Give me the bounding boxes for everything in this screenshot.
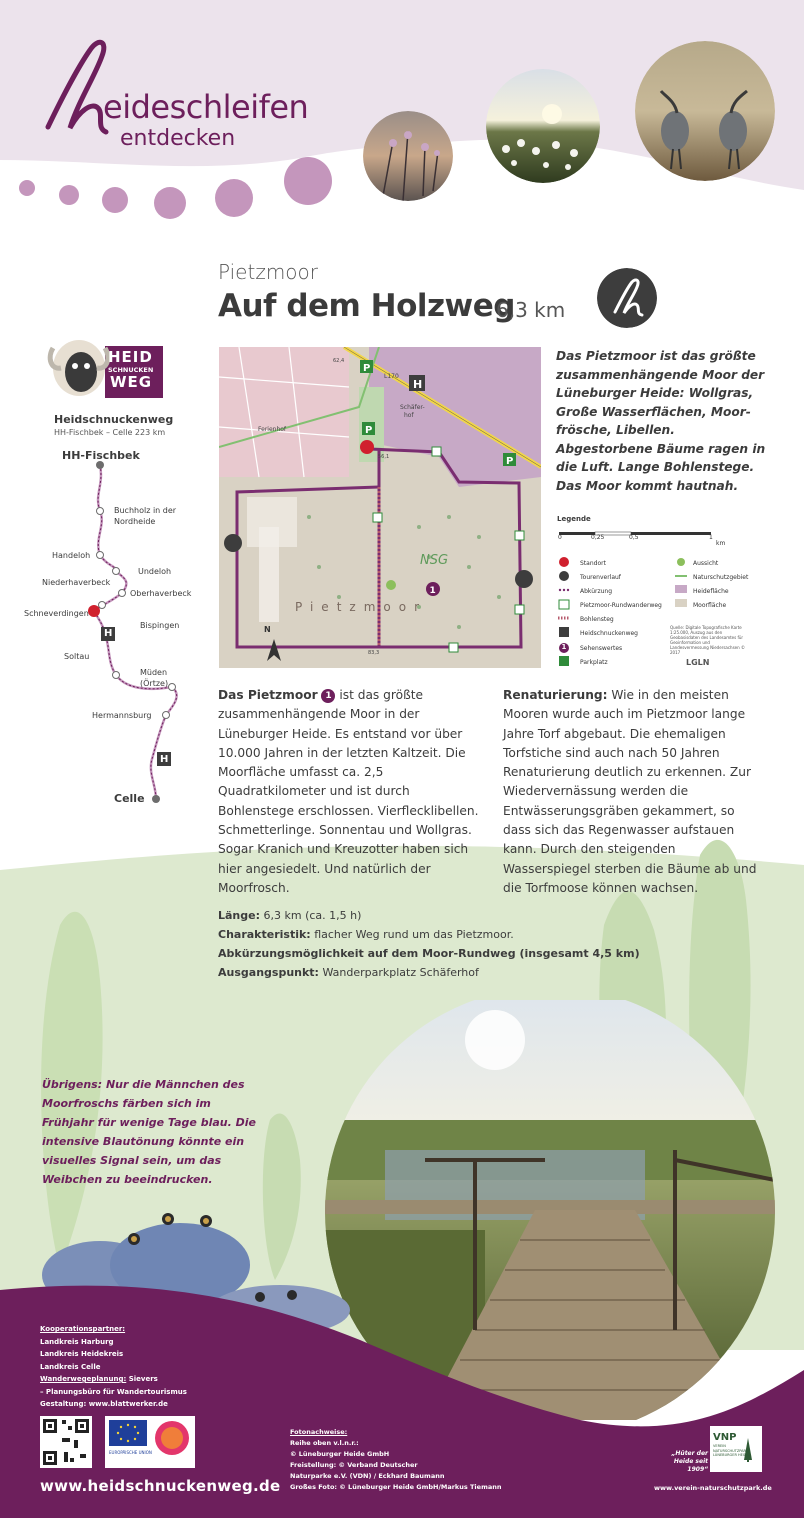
eu-logo [105, 1416, 195, 1468]
legend-scale: 0,5 [629, 534, 639, 541]
svg-text:P: P [363, 363, 371, 374]
legend-scale: km [716, 540, 726, 547]
vnp-motto: „Hüter der Heide seit 1909“ [671, 1450, 708, 1473]
svg-text:H: H [413, 378, 423, 391]
legend-item: Pietzmoor-Rundwanderweg [580, 602, 662, 609]
website-link[interactable]: www.heidschnuckenweg.de [40, 1477, 281, 1495]
legend-item: Abkürzung [580, 588, 613, 595]
legend-scale: 0,25 [591, 534, 605, 541]
vnp-label: VNP [713, 1432, 737, 1443]
partner: Landkreis Celle [40, 1362, 101, 1371]
hsw-stop: Soltau [64, 652, 90, 661]
partners-heading: Kooperationspartner: [40, 1325, 126, 1333]
map-label: Pietzmoor [295, 600, 427, 614]
photo-cranes [635, 41, 775, 181]
map-label: NSG [420, 553, 449, 568]
legend-scale: 0 [558, 534, 562, 541]
vnp-sub: VEREIN NATURSCHUTZPARK LÜNEBURGER HEIDE [713, 1444, 749, 1457]
hsw-stop-h2: H [160, 754, 169, 765]
legend-item: Bohlensteg [580, 616, 614, 623]
hsw-stop: Müden [140, 668, 168, 677]
intro-text: Das Pietzmoor ist das größte zusammenhängende Moor der Lüneburger Heide: Wollgras, Große Wasserflächen, Moorfrösche, Libellen. Abgestorbene Bäume ragen in die Luft. Lange Bohlenstege. Das Moor kommt hautnah. [556, 349, 766, 493]
fact-row: Charakteristik: flacher Weg rund um das Pietzmoor. [218, 928, 514, 941]
svg-text:1: 1 [429, 586, 436, 596]
map-label: 62,4 [333, 358, 345, 364]
hsw-logo-text-3: WEG [110, 373, 153, 391]
map-label: hof [404, 412, 414, 419]
map-north: N [264, 625, 271, 634]
legend-item: Parkplatz [580, 659, 608, 666]
legend-number: 1 [561, 643, 567, 651]
map-label: 83,3 [368, 650, 380, 656]
hsw-stop: Oberhaverbeck [130, 589, 192, 598]
hsw-stop-h1: H [104, 628, 113, 639]
hsw-stop: Buchholz in der [114, 506, 177, 515]
partners-block [40, 1323, 187, 1411]
hsw-logo-text-2: SCHNUCKEN [108, 366, 154, 374]
planning-line2: – Planungsbüro für Wandertourismus [40, 1387, 187, 1396]
body-right-lead: Renaturierung: [503, 688, 608, 702]
fact-row: Länge: 6,3 km (ca. 1,5 h) [218, 909, 362, 922]
hsw-stop: Handeloh [52, 551, 91, 560]
photo-heather-flowers [363, 111, 453, 201]
legend-item: Aussicht [693, 560, 719, 567]
route-distance: 6,3 km [496, 298, 566, 322]
legend-item: Sehenswertes [580, 645, 623, 652]
lgln-logo: LGLN [686, 658, 710, 667]
legend-item: Naturschutzgebiet [693, 574, 749, 581]
hsw-stop: Schneverdingen [24, 609, 89, 618]
body-right-text: Wie in den meisten Mooren wurde auch im Pietzmoor lange Jahre Torf abgebaut. Die ehemaligen Torfstiche sind auch nach 50 Jahren Renaturierung deutlich zu erkennen. Zur Wiedervernässung werden die Entwässerungsgräben gekammert, so dass sich das Regenwasser aufstauen kann. Durch den steigenden Wasserspiegel sterben die Bäume ab und die Torfmoose können wachsen. [503, 688, 757, 895]
legend-item: Heidschnuckenweg [580, 630, 638, 637]
legend-item: Heidefläche [693, 588, 729, 595]
map-label: 56,1 [378, 454, 390, 460]
partner: Landkreis Heidekreis [40, 1350, 124, 1358]
map-label: Ferienhof [258, 426, 287, 433]
photo-credits: Fotonachweise: Reihe oben v.l.n.r.: © Lüneburger Heide GmbH Freistellung: © Verband Deutscher Naturparke e.V. (VDN) / Eckhard Baumann Großes Foto: © Lüneburger Heide GmbH/Markus Tiemann [290, 1428, 502, 1491]
legend-item: Tourenverlauf [580, 574, 621, 581]
body-right-column [503, 686, 765, 898]
svg-text:P: P [506, 456, 514, 467]
legend-item: Moorfläche [693, 602, 727, 609]
brand-subtitle: entdecken [120, 126, 236, 151]
legend-item: Standort [580, 560, 606, 567]
body-left-lead: Das Pietzmoor [218, 688, 318, 702]
legend-title: Legende [557, 515, 591, 523]
partner: Landkreis Harburg [40, 1337, 114, 1346]
hsw-stop: (Örtze) [140, 679, 169, 688]
route-facts [218, 906, 640, 982]
qr-code[interactable] [40, 1416, 92, 1468]
body-left-text: ist das größte zusammenhängende Moor in der Lüneburger Heide. Es entstand vor über 10.000 Jahren in der letzten Kaltzeit. Die Moorfläche umfasst ca. 2,5 Quadratkilometer und ist durch Bohlenstege erschlossen. Vierflecklibellen. Schmetterlinge. Sonnentau und Wollgras. Sogar Kranich und Kreuzotter haben sich hier angesiedelt. Und natürlich der Moorfrosch. [218, 688, 479, 895]
hsw-stop: Nordheide [114, 517, 156, 526]
hsw-logo-text-1: HEID [108, 348, 153, 366]
highlight-number: 1 [321, 689, 335, 703]
eu-logo-text: EUROPÄISCHE UNION [109, 1450, 152, 1455]
planning: Wanderwegeplanung: Sievers [40, 1375, 158, 1383]
map-source: Quelle: Digitale Topografische Karte 1:25.000, Auszug aus den Geobasisdaten des Landesamtes für Geoinformation und Landesvermessung Niedersachsen © 2017 [670, 625, 745, 655]
route-map [219, 347, 541, 668]
heideschleifen-badge-icon [597, 268, 657, 328]
hsw-title: Heidschnuckenweg [54, 413, 174, 426]
fact-row: Abkürzungsmöglichkeit auf dem Moor-Rundweg (insgesamt 4,5 km) [218, 947, 640, 960]
map-label: Schäfer- [400, 404, 425, 411]
legend-scale: 1 [709, 534, 713, 541]
page-title: Auf dem Holzweg [218, 288, 515, 324]
hsw-stop: Undeloh [138, 567, 172, 576]
hsw-stop: Niederhaverbeck [42, 578, 111, 587]
hsw-end: Celle [114, 792, 145, 805]
design-credit: Gestaltung: www.blattwerker.de [40, 1400, 168, 1408]
hsw-stop: Hermannsburg [92, 711, 152, 720]
brand-title: eideschleifen [103, 88, 309, 126]
map-label: L170 [384, 373, 399, 380]
photo-cotton-grass [486, 69, 600, 183]
svg-text:P: P [365, 425, 373, 436]
fact-row: Ausgangspunkt: Wanderparkplatz Schäferhof [218, 966, 479, 979]
page-kicker: Pietzmoor [218, 260, 318, 284]
frog-note: Übrigens: Nur die Männchen des Moorfroschs färben sich im Frühjahr für wenige Tage blau. Die intensive Blautönung könnte ein visuelles Signal sein, um das Weibchen zu beeindrucken. [42, 1078, 256, 1186]
vnp-website-link[interactable]: www.verein-naturschutzpark.de [654, 1484, 772, 1492]
hsw-start: HH-Fischbek [62, 449, 140, 462]
hsw-stop: Bispingen [140, 621, 180, 630]
hsw-subtitle: HH-Fischbek – Celle 223 km [54, 428, 166, 437]
body-left-column [218, 686, 480, 898]
